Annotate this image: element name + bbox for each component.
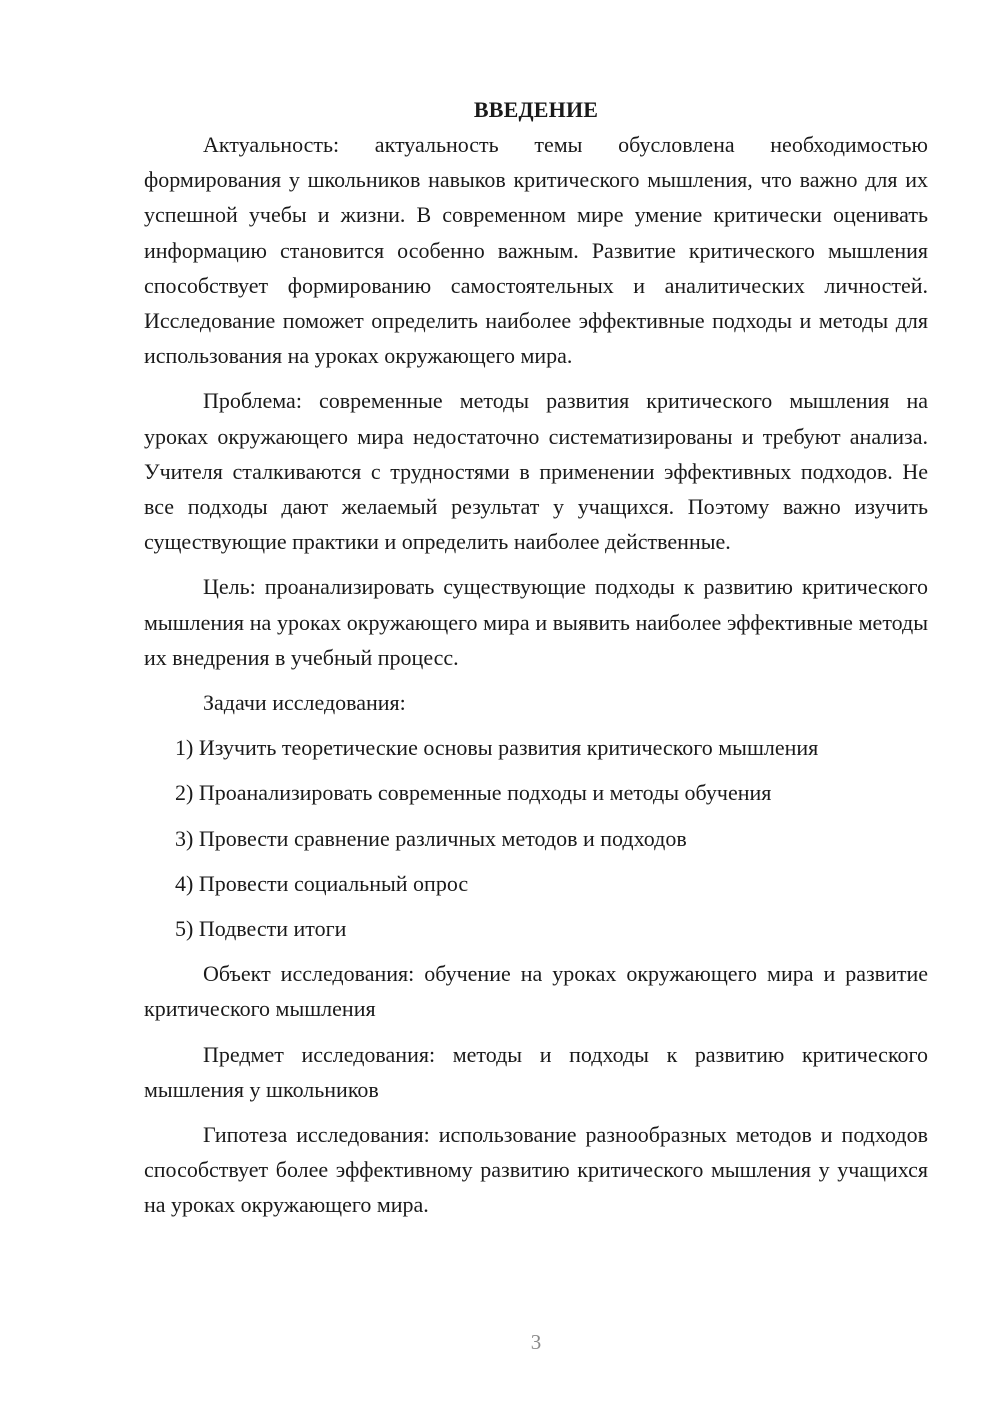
paragraph-hypothesis: Гипотеза исследования: использование разнообразных методов и подходов способствует более эффективному развитию критического мышления у учащихся на уроках окружающего мира. [144,1122,928,1218]
task-list [144,730,928,946]
list-item: 4) Провести социальный опрос [175,870,469,896]
list-item: 3) Провести сравнение различных методов и подходов [175,825,687,851]
paragraph-problem: Проблема: современные методы развития критического мышления на уроках окружающего мира недостаточно систематизированы и требуют анализа. Учителя сталкиваются с трудностями в применении эффективных подходов. Не все подходы дают желаемый результат у учащихся. Поэтому важно изучить существующие практики и определить наиболее действенные. [144,388,928,555]
paragraph-goal: Цель: проанализировать существующие подходы к развитию критического мышления на уроках окружающего мира и выявить наиболее эффективные методы их внедрения в учебный процесс. [144,574,928,670]
paragraph-subject: Предмет исследования: методы и подходы к развитию критического мышления у школьников [144,1041,928,1102]
paragraph-object: Объект исследования: обучение на уроках окружающего мира и развитие критического мышления [144,961,928,1022]
list-item: 2) Проанализировать современные подходы и методы обучения [175,780,772,806]
paragraph-relevance: Актуальность: актуальность темы обусловлена необходимостью формирования у школьников навыков критического мышления, что важно для их успешной учебы и жизни. В современном мире умение критически оценивать информацию становится особенно важным. Развитие критического мышления способствует формированию самостоятельных и аналитических личностей. Исследование поможет определить наиболее эффективные подходы и методы для использования на уроках окружающего мира. [144,132,928,369]
page-number: 3 [530,1330,542,1354]
list-item: 5) Подвести итоги [175,916,347,942]
tasks-heading: Задачи исследования: [203,690,406,716]
page-title: ВВЕДЕНИЕ [473,97,599,122]
list-item: 1) Изучить теоретические основы развития критического мышления [175,735,819,761]
document-page [144,92,928,1223]
